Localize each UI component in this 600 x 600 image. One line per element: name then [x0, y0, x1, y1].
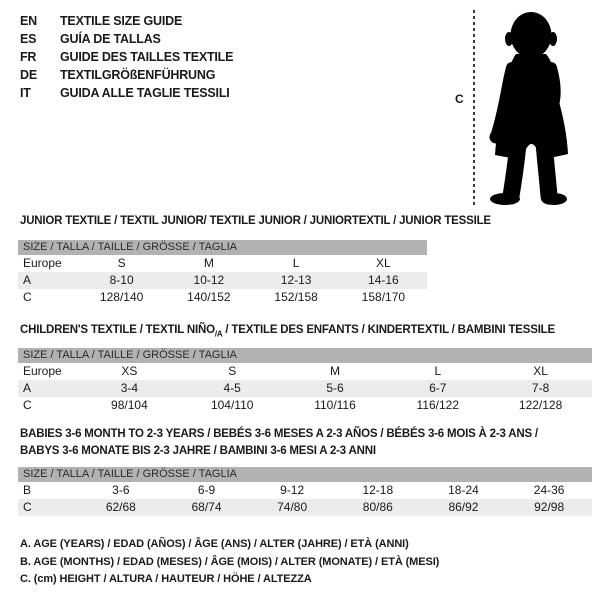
height-cell: 92/98: [506, 499, 592, 516]
guide-title-it: GUIDA ALLE TAGLIE TESSILI: [60, 86, 230, 100]
height-cell: 80/86: [335, 499, 421, 516]
height-cell: 122/128: [518, 398, 563, 412]
size-cell: L: [292, 256, 300, 270]
children-size-table: [18, 348, 592, 414]
height-cell: 104/110: [210, 398, 254, 412]
language-title-list: [20, 12, 233, 102]
age-cell: 3-6: [112, 483, 130, 497]
row-label-cell: Europe: [23, 256, 62, 270]
language-code: IT: [20, 86, 31, 100]
age-cell: 8-10: [78, 272, 165, 289]
guide-title-fr: GUIDE DES TAILLES TEXTILE: [60, 50, 234, 64]
age-cell: 24-36: [533, 483, 565, 497]
language-row-es: [20, 30, 233, 48]
junior-size-table: [18, 240, 427, 306]
age-cell: 14-16: [340, 272, 427, 289]
size-cell: M: [329, 364, 340, 378]
title-text: / TEXTILE DES ENFANTS / KINDERTEXTIL / BAMBINI TESSILE: [222, 324, 555, 336]
table-row-height: [18, 499, 592, 516]
height-cell: 68/74: [164, 499, 250, 516]
language-row-fr: [20, 48, 233, 66]
size-bar-label: SIZE / TALLA / TAILLE / GRÖSSE / TAGLIA: [18, 467, 592, 482]
section-title-babies: [20, 426, 580, 460]
age-cell: 18-24: [448, 483, 479, 497]
row-label-cell: C: [23, 290, 32, 304]
language-row-it: [20, 84, 233, 102]
height-cell: 74/80: [249, 499, 335, 516]
row-label-cell: C: [23, 398, 32, 412]
language-code: ES: [20, 32, 37, 46]
height-cell: 128/140: [99, 290, 144, 304]
age-cell: 4-5: [181, 380, 284, 397]
age-cell: 6-7: [386, 380, 489, 397]
table-row-height: [18, 289, 427, 306]
guide-title-de: TEXTILGRÖßENFÜHRUNG: [60, 68, 216, 82]
language-code: EN: [20, 14, 37, 28]
table-row-age-months: [18, 482, 592, 499]
table-row-height: [18, 397, 592, 414]
size-bar: [18, 467, 592, 482]
guide-title-en: TEXTILE SIZE GUIDE: [60, 14, 183, 28]
size-bar-label: SIZE / TALLA / TAILLE / GRÖSSE / TAGLIA: [18, 348, 592, 363]
height-cell: 152/158: [274, 290, 318, 304]
row-label-cell: C: [18, 499, 78, 516]
table-row-age: [18, 380, 592, 397]
language-code: DE: [20, 68, 37, 82]
title-text: CHILDREN'S TEXTILE / TEXTIL NIÑO: [20, 324, 215, 336]
height-cell: 86/92: [421, 499, 507, 516]
age-cell: 12-18: [362, 483, 394, 497]
size-cell: XL: [533, 364, 548, 378]
age-cell: 5-6: [284, 380, 387, 397]
height-measure-label: C: [455, 92, 464, 106]
age-cell: 10-12: [165, 272, 252, 289]
row-label-cell: B: [23, 483, 32, 497]
language-row-de: [20, 66, 233, 84]
table-row-europe: [18, 255, 427, 272]
age-cell: 7-8: [489, 380, 592, 397]
size-cell: XL: [376, 256, 391, 270]
height-cell: 158/170: [361, 290, 406, 304]
title-line-1: BABIES 3-6 MONTH TO 2-3 YEARS / BEBÉS 3-6 MESES A 2-3 AÑOS / BÉBÉS 3-6 MOIS À 2-3 ANS /: [20, 428, 538, 440]
age-cell: 6-9: [197, 483, 216, 497]
size-cell: L: [434, 364, 442, 378]
legend-height-cm: C. (cm) HEIGHT / ALTURA / HAUTEUR / HÖHE / ALTEZZA: [20, 573, 312, 585]
height-dotted-line: [473, 10, 475, 207]
age-cell: 12-13: [253, 272, 340, 289]
measure-legend: [20, 536, 439, 589]
babies-size-table: [18, 467, 592, 516]
height-cell: 116/122: [416, 398, 460, 412]
title-line-2: BABYS 3-6 MONATE BIS 2-3 JAHRE / BAMBINI 3-6 MESI A 2-3 ANNI: [20, 445, 376, 457]
height-cell: 62/68: [78, 499, 164, 516]
height-cell: 140/152: [187, 290, 231, 304]
section-title-children: [20, 322, 555, 342]
size-bar: [18, 240, 427, 255]
row-label-cell: Europe: [23, 364, 62, 378]
section-title-junior: JUNIOR TEXTILE / TEXTIL JUNIOR/ TEXTILE JUNIOR / JUNIORTEXTIL / JUNIOR TESSILE: [20, 215, 491, 227]
legend-age-years: A. AGE (YEARS) / EDAD (AÑOS) / ÂGE (ANS) / ALTER (JAHRE) / ETÀ (ANNI): [20, 538, 409, 550]
size-cell: S: [117, 256, 126, 270]
title-subscript: /A: [214, 329, 223, 339]
size-cell: S: [228, 364, 237, 378]
row-label-cell: A: [18, 272, 78, 289]
size-cell: XS: [121, 364, 138, 378]
size-cell: M: [203, 256, 214, 270]
baby-silhouette-icon: [482, 8, 582, 208]
age-cell: 3-4: [78, 380, 181, 397]
baby-height-figure: [440, 0, 600, 220]
table-row-age: [18, 272, 427, 289]
size-bar: [18, 348, 592, 363]
guide-title-es: GUÍA DE TALLAS: [60, 32, 161, 46]
size-bar-label: SIZE / TALLA / TAILLE / GRÖSSE / TAGLIA: [18, 240, 427, 255]
legend-age-months: B. AGE (MONTHS) / EDAD (MESES) / ÂGE (MOIS) / ALTER (MONATE) / ETÀ (MESI): [20, 555, 440, 568]
height-cell: 110/116: [314, 398, 356, 412]
language-row-en: [20, 12, 233, 30]
row-label-cell: A: [18, 380, 78, 397]
language-code: FR: [20, 50, 37, 64]
age-cell: 9-12: [280, 483, 305, 497]
height-cell: 98/104: [111, 398, 148, 412]
table-row-europe: [18, 363, 592, 380]
